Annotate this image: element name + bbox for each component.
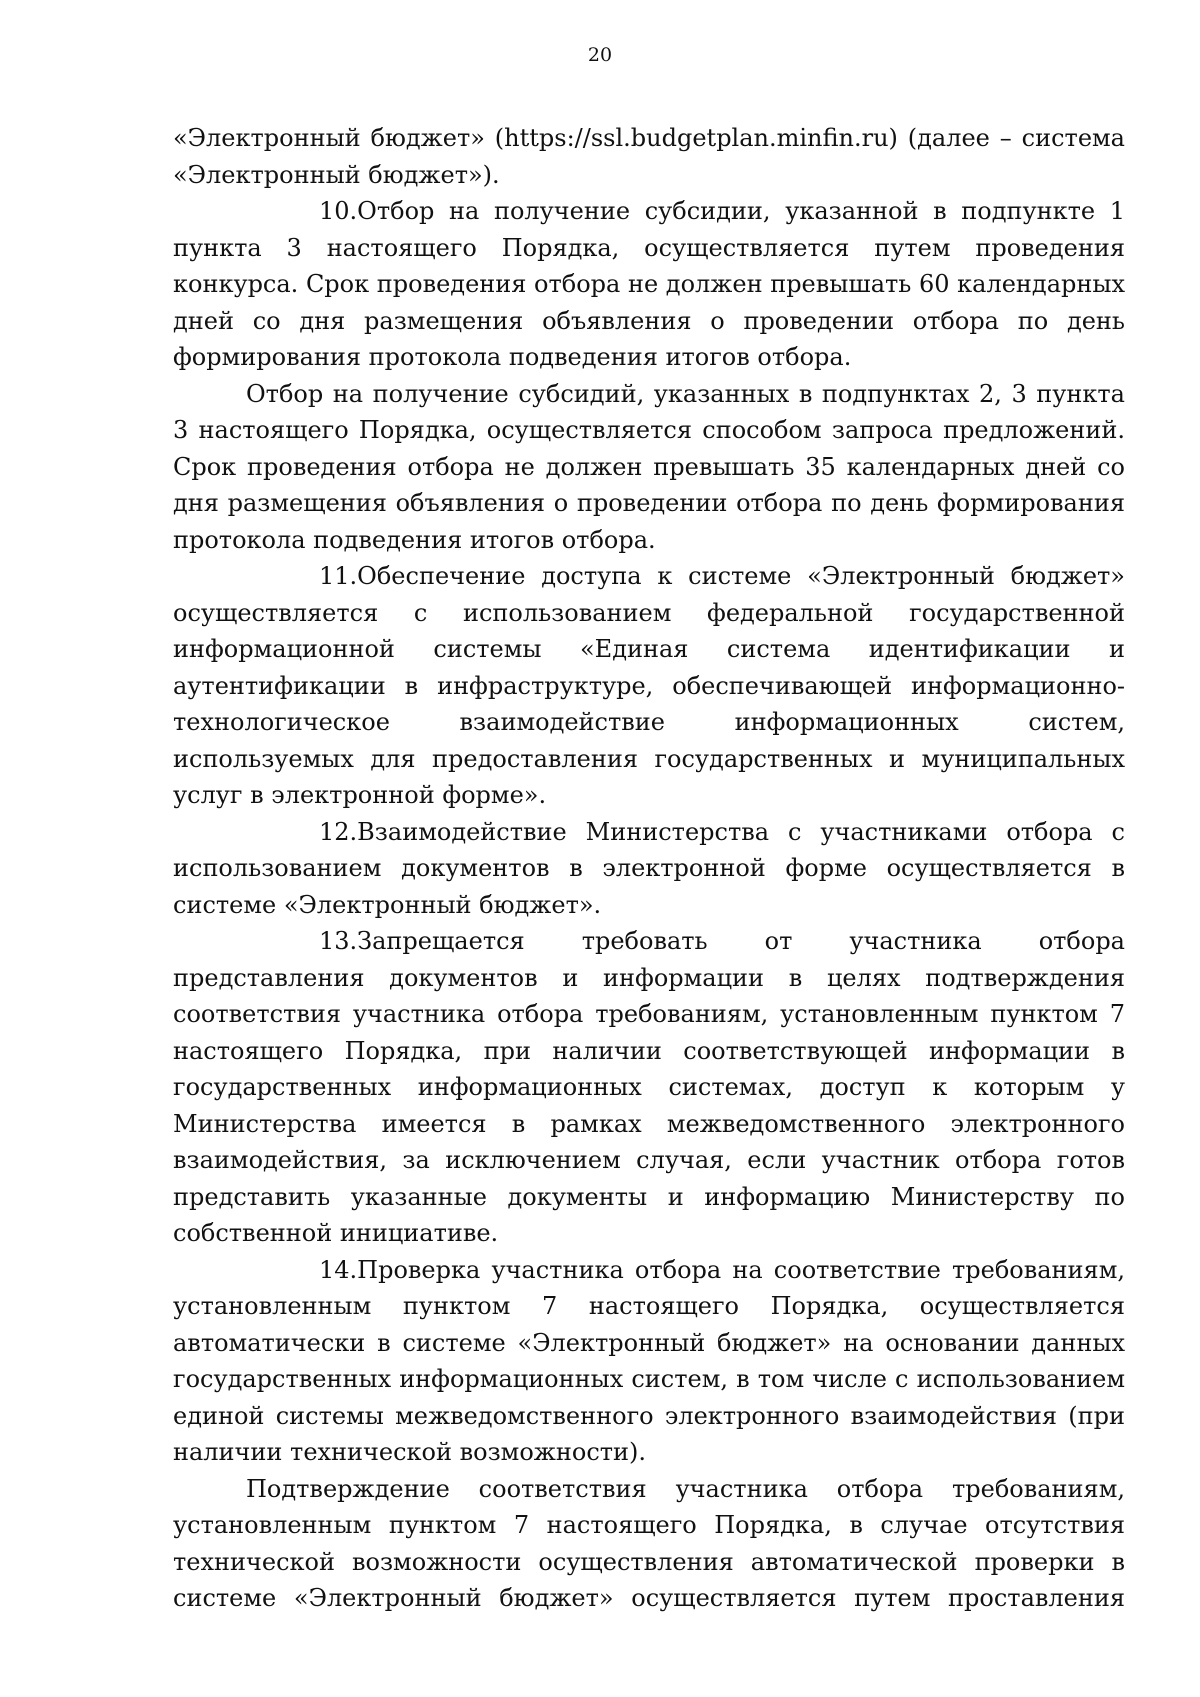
paragraph-text: Обеспечение доступа к системе «Электронный бюджет» осуществляется с использованием федеральной государственной информационной системы «Единая система идентификации и аутентификации в инфраструктуре, обеспечивающей информационно-технологическое взаимодействие информационных систем, используемых для предоставления государственных и муниципальных услуг в электронной форме». (173, 562, 1125, 809)
paragraph (173, 376, 1125, 559)
paragraph-number: 10. (319, 197, 358, 225)
page-number: 20 (587, 44, 613, 66)
paragraph-continuation (173, 120, 1125, 193)
paragraph-number: 14. (319, 1255, 358, 1284)
paragraph-text: Запрещается требовать от участника отбора представления документов и информации в целях подтверждения соответствия участника отбора требованиям, установленным пунктом 7 настоящего Порядка, при наличии соответствующей информации в государственных информационных системах, доступ к которым у Министерства имеется в рамках межведомственного электронного взаимодействия, за исключением случая, если участник отбора готов представить указанные документы и информацию Министерству по собственной инициативе. (173, 927, 1125, 1247)
paragraph-text: Взаимодействие Министерства с участниками отбора с использованием документов в электронной форме осуществляется в системе «Электронный бюджет». (173, 817, 1125, 919)
paragraph-text: Подтверждение соответствия участника отбора требованиям, установленным пунктом 7 настоящего Порядка, в случае отсутствия технической возможности осуществления автоматической проверки в системе «Электронный бюджет» осуществляется путем проставления (173, 1474, 1125, 1612)
paragraph-number: 13. (319, 927, 358, 955)
paragraph-text: Проверка участника отбора на соответствие требованиям, установленным пунктом 7 настоящего Порядка, осуществляется автоматически в системе «Электронный бюджет» на основании данных государственных информационных систем, в том числе с использованием единой системы межведомственного электронного взаимодействия (при наличии технической возможности). (173, 1255, 1125, 1466)
document-body (173, 120, 1125, 1617)
paragraph-text: Отбор на получение субсидий, указанных в подпунктах 2, 3 пункта 3 настоящего Порядка, осуществляется способом запроса предложений. Срок проведения отбора не должен превышать 35 календарных дней со дня размещения объявления о проведении отбора по день формирования протокола подведения итогов отбора. (173, 379, 1125, 554)
paragraph-item-10 (173, 193, 1125, 376)
paragraph (173, 1471, 1125, 1617)
paragraph-number: 12. (319, 817, 358, 846)
paragraph-text: «Электронный бюджет» (https://ssl.budgetplan.minfin.ru) (далее – система «Электронный бюджет»). (173, 124, 1125, 189)
paragraph-item-14 (173, 1252, 1125, 1471)
paragraph-item-12 (173, 814, 1125, 924)
paragraph-text: Отбор на получение субсидии, указанной в подпункте 1 пункта 3 настоящего Порядка, осуществляется путем проведения конкурса. Срок проведения отбора не должен превышать 60 календарных дней со дня размещения объявления о проведении отбора по день формирования протокола подведения итогов отбора. (173, 197, 1125, 371)
paragraph-item-11 (173, 558, 1125, 814)
paragraph-item-13 (173, 923, 1125, 1252)
paragraph-number: 11. (319, 562, 358, 590)
